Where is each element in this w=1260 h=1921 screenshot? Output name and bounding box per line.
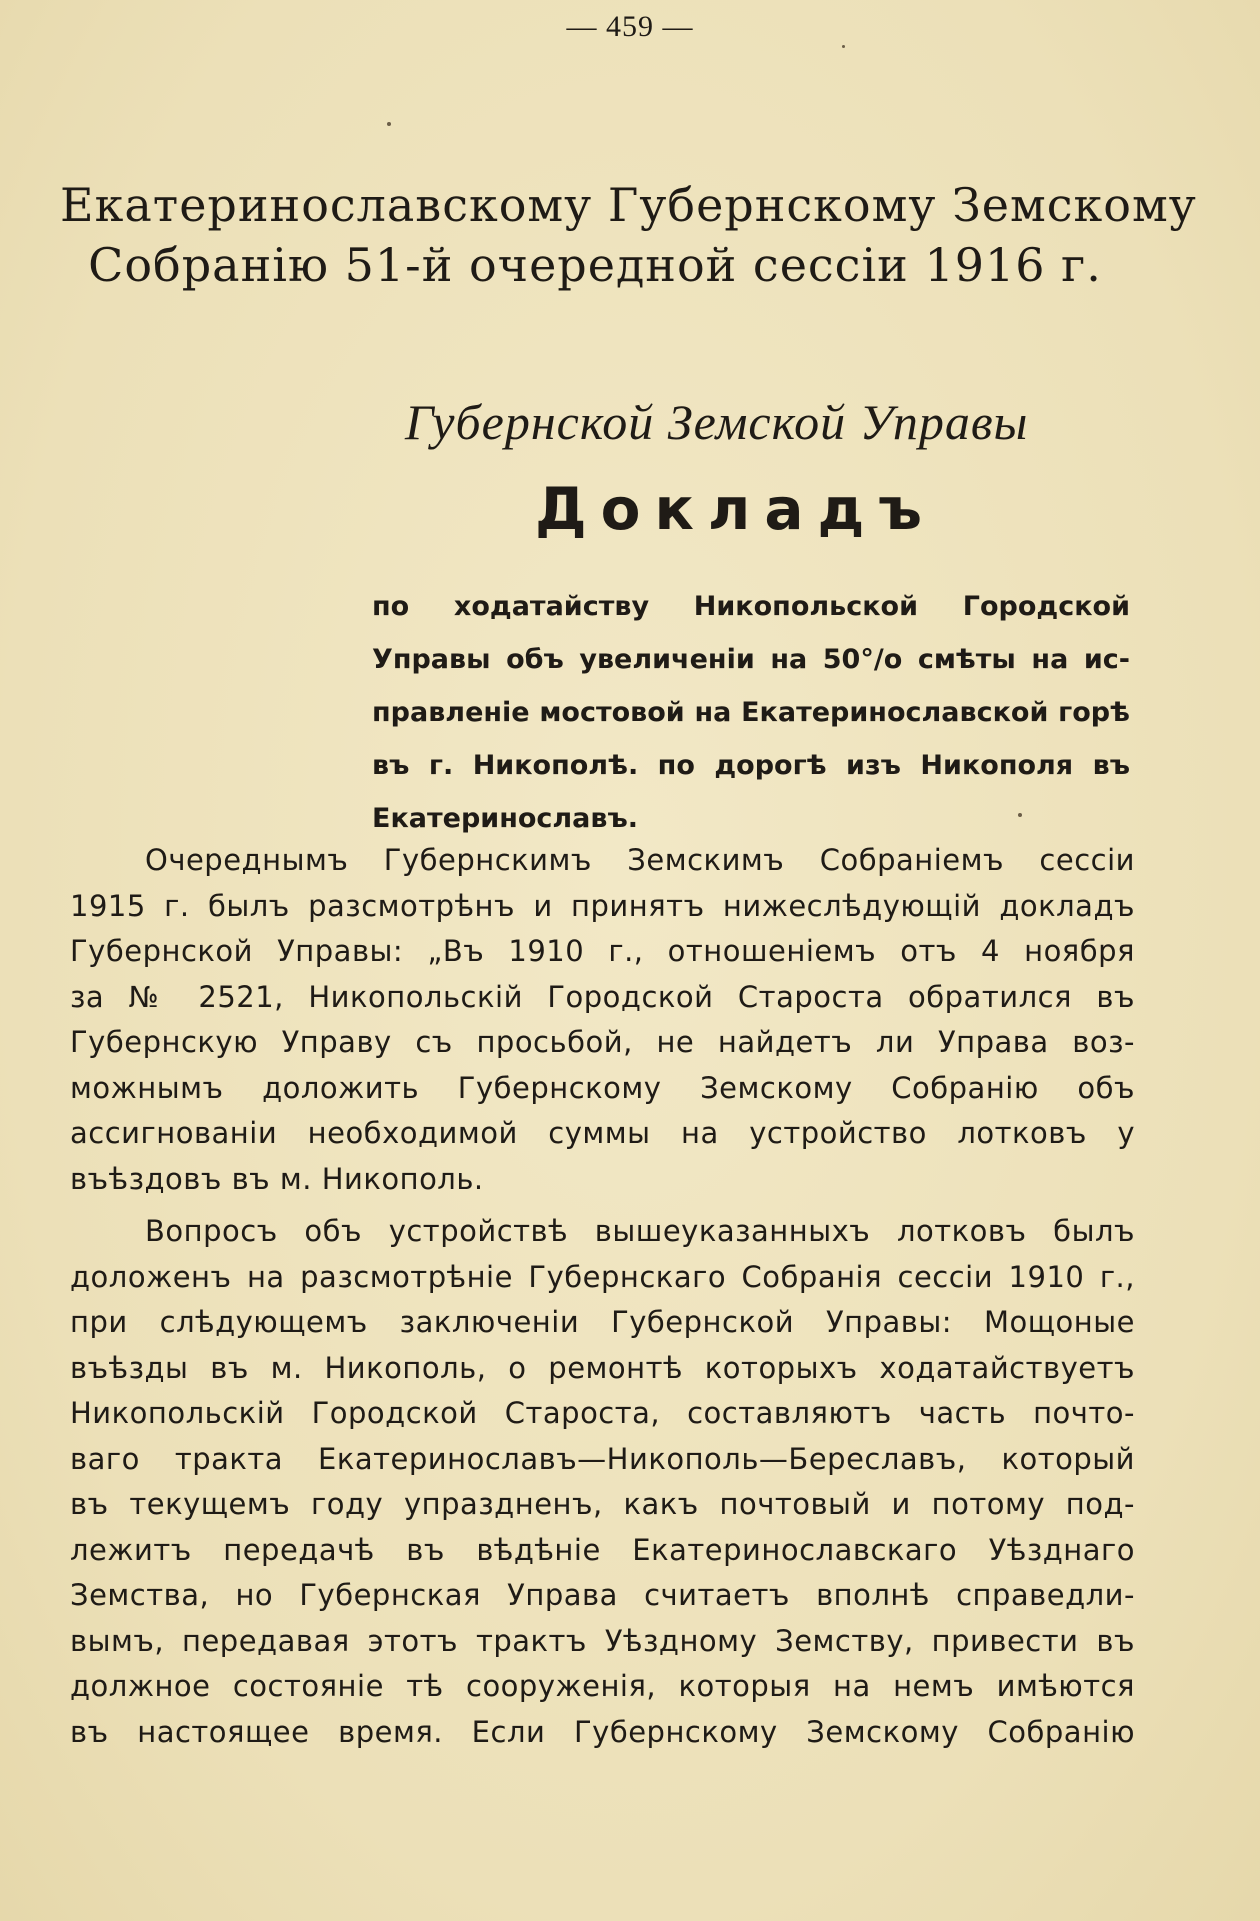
title-line: Собранію 51-й очередной сессіи 1916 г. <box>88 238 1102 292</box>
summary-line: Управы объ увеличеніи на 50°/о смѣты на ис- <box>372 644 1130 675</box>
paragraph-line: Вопросъ объ устройствѣ вышеуказанныхъ лотковъ былъ <box>145 1214 1135 1248</box>
paragraph-2 <box>70 1209 1135 1755</box>
paragraph-line: въѣздовъ въ м. Никополь. <box>70 1161 484 1196</box>
paragraph-line: Губернской Управы: „Въ 1910 г., отношеніемъ отъ 4 ноября <box>70 934 1135 968</box>
title-line: Екатеринославскому Губернскому Земскому <box>60 178 1197 232</box>
paragraph-line: ваго тракта Екатеринославъ—Никополь—Берeславъ, который <box>70 1441 1135 1476</box>
document-heading: Докладъ <box>535 475 936 543</box>
summary-line: въ г. Никополѣ. по дорогѣ изъ Никополя въ <box>372 750 1130 781</box>
paragraph-line: въѣзды въ м. Никополь, о ремонтѣ которыхъ ходатайствуетъ <box>70 1350 1135 1385</box>
paragraph-line: въ текущемъ году упраздненъ, какъ почтовый и потому под- <box>70 1487 1135 1521</box>
paper-speck <box>387 122 391 126</box>
paragraph-line: ассигнованіи необходимой суммы на устройство лотковъ у <box>70 1116 1135 1150</box>
paragraph-line: доложенъ на разсмотрѣніе Губернскаго Собранія сессіи 1910 г., <box>70 1259 1135 1294</box>
document-title <box>60 175 1197 295</box>
paragraph-line: лежитъ передачѣ въ вѣдѣніе Екатеринославскаго Уѣзднаго <box>70 1532 1135 1567</box>
paper-speck <box>1018 813 1022 817</box>
paragraph-line: можнымъ доложить Губернскому Земскому Собранію объ <box>70 1070 1135 1105</box>
paragraph-line: за № 2521, Никопольскій Городской Староста обратился въ <box>70 979 1135 1014</box>
summary-line: Екатеринославъ. <box>372 803 639 834</box>
document-subtitle: Губернской Земской Управы <box>405 394 1029 450</box>
paragraph-line: Никопольскій Городской Староста, составляютъ часть почто- <box>70 1396 1135 1430</box>
paragraph-line: при слѣдующемъ заключеніи Губернской Управы: Мощоные <box>70 1305 1135 1339</box>
paragraph-line: должное состояніе тѣ сооруженія, которыя на немъ имѣются <box>70 1669 1135 1703</box>
paragraph-line: 1915 г. былъ разсмотрѣнъ и принятъ нижеслѣдующій докладъ <box>70 888 1135 923</box>
paragraph-line: вымъ, передавая этотъ трактъ Уѣздному Земству, привести въ <box>70 1623 1135 1658</box>
report-summary <box>372 580 1130 845</box>
paragraph-line: Губернскую Управу съ просьбой, не найдетъ ли Управа воз- <box>70 1025 1135 1059</box>
summary-line: по ходатайству Никопольской Городской <box>372 591 1130 622</box>
paragraph-line: Земства, но Губернская Управа считаетъ вполнѣ справедли- <box>70 1578 1135 1612</box>
body-text <box>70 838 1135 1755</box>
summary-line: правленіе мостовой на Екатеринославской горѣ <box>372 697 1130 728</box>
paragraph-line: Очереднымъ Губернскимъ Земскимъ Собраніемъ сессіи <box>145 843 1135 877</box>
paragraph-line: въ настоящее время. Если Губернскому Земскому Собранію <box>70 1714 1135 1749</box>
paper-speck <box>842 45 845 48</box>
page-number: — 459 — <box>566 10 694 43</box>
paragraph-1 <box>70 838 1135 1202</box>
